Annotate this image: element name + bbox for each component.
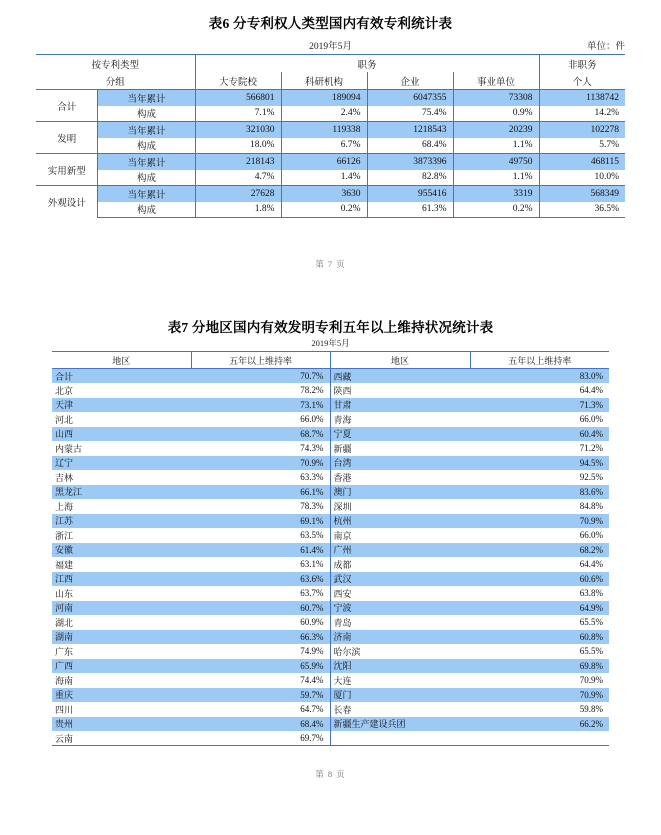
table6-cell: 68.4% <box>367 138 453 154</box>
table6-cell: 4.7% <box>195 170 281 186</box>
table6-cell: 7.1% <box>195 106 281 122</box>
table6-row <box>36 90 625 106</box>
table6-unit: 单位：件 <box>586 42 625 52</box>
table7-rate-cell: 70.7% <box>191 369 330 384</box>
table7-rate-cell: 83.0% <box>470 369 609 384</box>
table7-rate-cell: 63.7% <box>191 586 330 601</box>
table7-row <box>52 369 609 384</box>
table7-rate-cell: 59.8% <box>470 702 609 717</box>
table7-region-cell: 安徽 <box>52 543 191 558</box>
table7-rate-cell: 84.8% <box>470 499 609 514</box>
table6-group-nonduty: 非职务 <box>539 55 625 73</box>
table6-cell: 3630 <box>281 186 367 202</box>
table6-col-public-institutions: 事业单位 <box>453 72 539 90</box>
table7-region-cell: 新疆生产建设兵团 <box>330 717 470 732</box>
table6-row-label: 当年累计 <box>98 122 195 138</box>
table7-row <box>52 615 609 630</box>
table7-col-region-right: 地区 <box>330 352 470 369</box>
table6-cell: 3319 <box>453 186 539 202</box>
table6-cell: 1.1% <box>453 170 539 186</box>
page-break-gap <box>0 270 661 310</box>
table7-region-cell: 陕西 <box>330 383 470 398</box>
table6-cell: 566801 <box>195 90 281 106</box>
table7-rate-cell: 71.2% <box>470 441 609 456</box>
table6-col-enterprises: 企业 <box>367 72 453 90</box>
table7-region-cell: 河南 <box>52 601 191 616</box>
table7-row <box>52 383 609 398</box>
table7-rate-cell: 66.0% <box>470 412 609 427</box>
table6-section <box>0 0 661 218</box>
table6-cell: 321030 <box>195 122 281 138</box>
table7-rate-cell: 74.3% <box>191 441 330 456</box>
table7-region-cell: 广西 <box>52 659 191 674</box>
table7-rate-cell: 60.4% <box>470 427 609 442</box>
table7-rate-cell: 70.9% <box>470 514 609 529</box>
table7-row <box>52 702 609 717</box>
table7-header-row <box>52 352 609 369</box>
table7-rate-cell: 66.0% <box>191 412 330 427</box>
table7-region-cell: 厦门 <box>330 688 470 703</box>
table6-cell: 1218543 <box>367 122 453 138</box>
table7-region-cell: 宁波 <box>330 601 470 616</box>
table6-stub-label-1: 按专利类型 <box>36 55 195 73</box>
table7-rate-cell: 66.3% <box>191 630 330 645</box>
table6-cell: 66126 <box>281 154 367 170</box>
table7-rate-cell: 74.9% <box>191 644 330 659</box>
table7-row <box>52 514 609 529</box>
table6-row-label: 构成 <box>98 202 195 218</box>
table7-row <box>52 717 609 732</box>
table6-body <box>36 90 625 218</box>
table7-rate-cell: 66.0% <box>470 528 609 543</box>
table6-meta <box>36 38 625 52</box>
table7-rate-cell: 64.4% <box>470 557 609 572</box>
table6-row <box>36 138 625 154</box>
table7-rate-cell: 60.8% <box>470 630 609 645</box>
table6-header <box>36 55 625 90</box>
table6-cell: 20239 <box>453 122 539 138</box>
table6-row-label: 当年累计 <box>98 90 195 106</box>
table7-region-cell: 南京 <box>330 528 470 543</box>
table7-row <box>52 485 609 500</box>
table7-row <box>52 427 609 442</box>
table7-col-rate-right: 五年以上维持率 <box>470 352 609 369</box>
table7-rate-cell: 64.7% <box>191 702 330 717</box>
table6-cell: 0.2% <box>281 202 367 218</box>
table7-region-cell: 辽宁 <box>52 456 191 471</box>
table6-row <box>36 106 625 122</box>
table7-title: 表7 分地区国内有效发明专利五年以上维持状况统计表 <box>167 320 494 335</box>
table7-row <box>52 456 609 471</box>
table7-row <box>52 543 609 558</box>
table7-region-cell: 天津 <box>52 398 191 413</box>
table7-rate-cell <box>470 731 609 746</box>
table7-row <box>52 572 609 587</box>
table6-cell: 14.2% <box>539 106 625 122</box>
table7-region-cell: 云南 <box>52 731 191 746</box>
table7-rate-cell: 73.1% <box>191 398 330 413</box>
table6-group-label: 外观设计 <box>36 186 98 218</box>
table6-row-label: 构成 <box>98 106 195 122</box>
table6-cell: 27628 <box>195 186 281 202</box>
table7-rate-cell: 78.3% <box>191 499 330 514</box>
table7-region-cell: 新疆 <box>330 441 470 456</box>
table6-title: 表6 分专利权人类型国内有效专利统计表 <box>208 16 453 31</box>
table6-cell: 36.5% <box>539 202 625 218</box>
table7-region-cell: 江西 <box>52 572 191 587</box>
table7-rate-cell: 64.4% <box>470 383 609 398</box>
table7-region-cell: 山东 <box>52 586 191 601</box>
table7-rate-cell: 65.5% <box>470 644 609 659</box>
table7-rate-cell: 63.1% <box>191 557 330 572</box>
table7-region-cell: 青海 <box>330 412 470 427</box>
table7-region-cell: 长春 <box>330 702 470 717</box>
table6-cell: 218143 <box>195 154 281 170</box>
table7-region-cell: 甘肃 <box>330 398 470 413</box>
table6-stub-label-2: 分组 <box>36 72 195 90</box>
table6-group-duty: 职务 <box>195 55 539 73</box>
table6-row <box>36 186 625 202</box>
table6-cell: 1.4% <box>281 170 367 186</box>
table7-rate-cell: 59.7% <box>191 688 330 703</box>
table6-cell: 955416 <box>367 186 453 202</box>
table6-col-research-institutes: 科研机构 <box>281 72 367 90</box>
table6-row <box>36 170 625 186</box>
table7-region-cell: 香港 <box>330 470 470 485</box>
table6-row-label: 构成 <box>98 138 195 154</box>
table6-row-label: 当年累计 <box>98 186 195 202</box>
table7-rate-cell: 66.1% <box>191 485 330 500</box>
table6-cell: 0.9% <box>453 106 539 122</box>
table7-rate-cell: 63.5% <box>191 528 330 543</box>
table6-cell: 468115 <box>539 154 625 170</box>
table7-rate-cell: 69.8% <box>470 659 609 674</box>
table6-group-label: 合计 <box>36 90 98 122</box>
table7-row <box>52 412 609 427</box>
page-footer-7: 第 7 页 <box>315 259 346 269</box>
table6-cell: 73308 <box>453 90 539 106</box>
table7-rate-cell: 70.9% <box>191 456 330 471</box>
table7-period: 2019年5月 <box>311 338 350 348</box>
table7-row <box>52 499 609 514</box>
table6-cell: 10.0% <box>539 170 625 186</box>
table7-region-cell: 福建 <box>52 557 191 572</box>
table6-cell: 5.7% <box>539 138 625 154</box>
page-footer-8: 第 8 页 <box>315 769 346 779</box>
table6-cell: 0.2% <box>453 202 539 218</box>
table6-cell: 6.7% <box>281 138 367 154</box>
table7-row <box>52 731 609 746</box>
table6-header-row-2 <box>36 72 625 90</box>
table7-region-cell: 浙江 <box>52 528 191 543</box>
table7-row <box>52 601 609 616</box>
table7-rate-cell: 63.3% <box>191 470 330 485</box>
table7-meta <box>52 337 609 349</box>
table7-rate-cell: 94.5% <box>470 456 609 471</box>
table7-region-cell: 广州 <box>330 543 470 558</box>
table6-header-row-1 <box>36 55 625 73</box>
table7-rate-cell: 68.2% <box>470 543 609 558</box>
table7-region-cell: 四川 <box>52 702 191 717</box>
table7-rate-cell: 68.7% <box>191 427 330 442</box>
table7-region-cell: 济南 <box>330 630 470 645</box>
table7-region-cell: 青岛 <box>330 615 470 630</box>
table7-row <box>52 688 609 703</box>
table6-cell: 1.8% <box>195 202 281 218</box>
table6-row-label: 构成 <box>98 170 195 186</box>
table7-body <box>52 369 609 746</box>
table7-region-cell: 成都 <box>330 557 470 572</box>
table7-rate-cell: 74.4% <box>191 673 330 688</box>
table7-section <box>0 310 661 746</box>
table7-col-rate-left: 五年以上维持率 <box>191 352 330 369</box>
table7-rate-cell: 66.2% <box>470 717 609 732</box>
table7-region-cell: 上海 <box>52 499 191 514</box>
table7-row <box>52 441 609 456</box>
table7-rate-cell: 69.7% <box>191 731 330 746</box>
table6-cell: 18.0% <box>195 138 281 154</box>
table7-row <box>52 470 609 485</box>
table7-region-cell: 澳门 <box>330 485 470 500</box>
table7-header <box>52 352 609 369</box>
table7-row <box>52 398 609 413</box>
table7-row <box>52 557 609 572</box>
table6-cell: 189094 <box>281 90 367 106</box>
table7-region-cell: 台湾 <box>330 456 470 471</box>
table7-region-cell: 吉林 <box>52 470 191 485</box>
table7-region-cell: 北京 <box>52 383 191 398</box>
table7-region-cell: 合计 <box>52 369 191 384</box>
table7-rate-cell: 92.5% <box>470 470 609 485</box>
table7-rate-cell: 69.1% <box>191 514 330 529</box>
table7-rate-cell: 68.4% <box>191 717 330 732</box>
table6-group-label: 实用新型 <box>36 154 98 186</box>
table7-rate-cell: 70.9% <box>470 673 609 688</box>
table6-cell: 82.8% <box>367 170 453 186</box>
table7-rate-cell: 78.2% <box>191 383 330 398</box>
table7-region-cell: 沈阳 <box>330 659 470 674</box>
table7-region-cell: 湖南 <box>52 630 191 645</box>
table6 <box>36 54 625 218</box>
table6-row <box>36 154 625 170</box>
table7-region-cell: 贵州 <box>52 717 191 732</box>
table6-cell: 119338 <box>281 122 367 138</box>
table7-region-cell <box>330 731 470 746</box>
table7-region-cell: 海南 <box>52 673 191 688</box>
table7-row <box>52 644 609 659</box>
table7-rate-cell: 65.5% <box>470 615 609 630</box>
table7-region-cell: 哈尔滨 <box>330 644 470 659</box>
table6-row <box>36 202 625 218</box>
table6-group-label: 发明 <box>36 122 98 154</box>
table6-cell: 75.4% <box>367 106 453 122</box>
table7-rate-cell: 83.6% <box>470 485 609 500</box>
table7-region-cell: 杭州 <box>330 514 470 529</box>
table7-row <box>52 659 609 674</box>
table7-region-cell: 山西 <box>52 427 191 442</box>
table7-region-cell: 西安 <box>330 586 470 601</box>
table7-region-cell: 广东 <box>52 644 191 659</box>
table7-rate-cell: 60.9% <box>191 615 330 630</box>
table7-rate-cell: 70.9% <box>470 688 609 703</box>
table7-rate-cell: 61.4% <box>191 543 330 558</box>
page-gap <box>0 218 661 258</box>
table6-period: 2019年5月 <box>309 42 352 52</box>
table7-rate-cell: 71.3% <box>470 398 609 413</box>
table7-rate-cell: 60.7% <box>191 601 330 616</box>
table6-cell: 3873396 <box>367 154 453 170</box>
table7-region-cell: 武汉 <box>330 572 470 587</box>
table6-cell: 6047355 <box>367 90 453 106</box>
table7-region-cell: 河北 <box>52 412 191 427</box>
table7-region-cell: 江苏 <box>52 514 191 529</box>
table7-region-cell: 重庆 <box>52 688 191 703</box>
table6-cell: 61.3% <box>367 202 453 218</box>
table7-region-cell: 西藏 <box>330 369 470 384</box>
table7-rate-cell: 63.6% <box>191 572 330 587</box>
table7-row <box>52 630 609 645</box>
table6-cell: 568349 <box>539 186 625 202</box>
table7-region-cell: 宁夏 <box>330 427 470 442</box>
table6-row <box>36 122 625 138</box>
table7-region-cell: 深圳 <box>330 499 470 514</box>
table7-row <box>52 586 609 601</box>
table6-col-universities: 大专院校 <box>195 72 281 90</box>
table7 <box>52 351 609 746</box>
table7-row <box>52 528 609 543</box>
table6-cell: 102278 <box>539 122 625 138</box>
table7-rate-cell: 63.8% <box>470 586 609 601</box>
table6-cell: 1138742 <box>539 90 625 106</box>
table6-cell: 49750 <box>453 154 539 170</box>
table7-rate-cell: 65.9% <box>191 659 330 674</box>
table7-rate-cell: 60.6% <box>470 572 609 587</box>
table6-col-individuals: 个人 <box>539 72 625 90</box>
table7-region-cell: 湖北 <box>52 615 191 630</box>
table6-cell: 2.4% <box>281 106 367 122</box>
table7-col-region-left: 地区 <box>52 352 191 369</box>
table7-region-cell: 内蒙古 <box>52 441 191 456</box>
table6-row-label: 当年累计 <box>98 154 195 170</box>
table7-region-cell: 黑龙江 <box>52 485 191 500</box>
table7-row <box>52 673 609 688</box>
table6-cell: 1.1% <box>453 138 539 154</box>
table7-region-cell: 大连 <box>330 673 470 688</box>
table7-rate-cell: 64.9% <box>470 601 609 616</box>
